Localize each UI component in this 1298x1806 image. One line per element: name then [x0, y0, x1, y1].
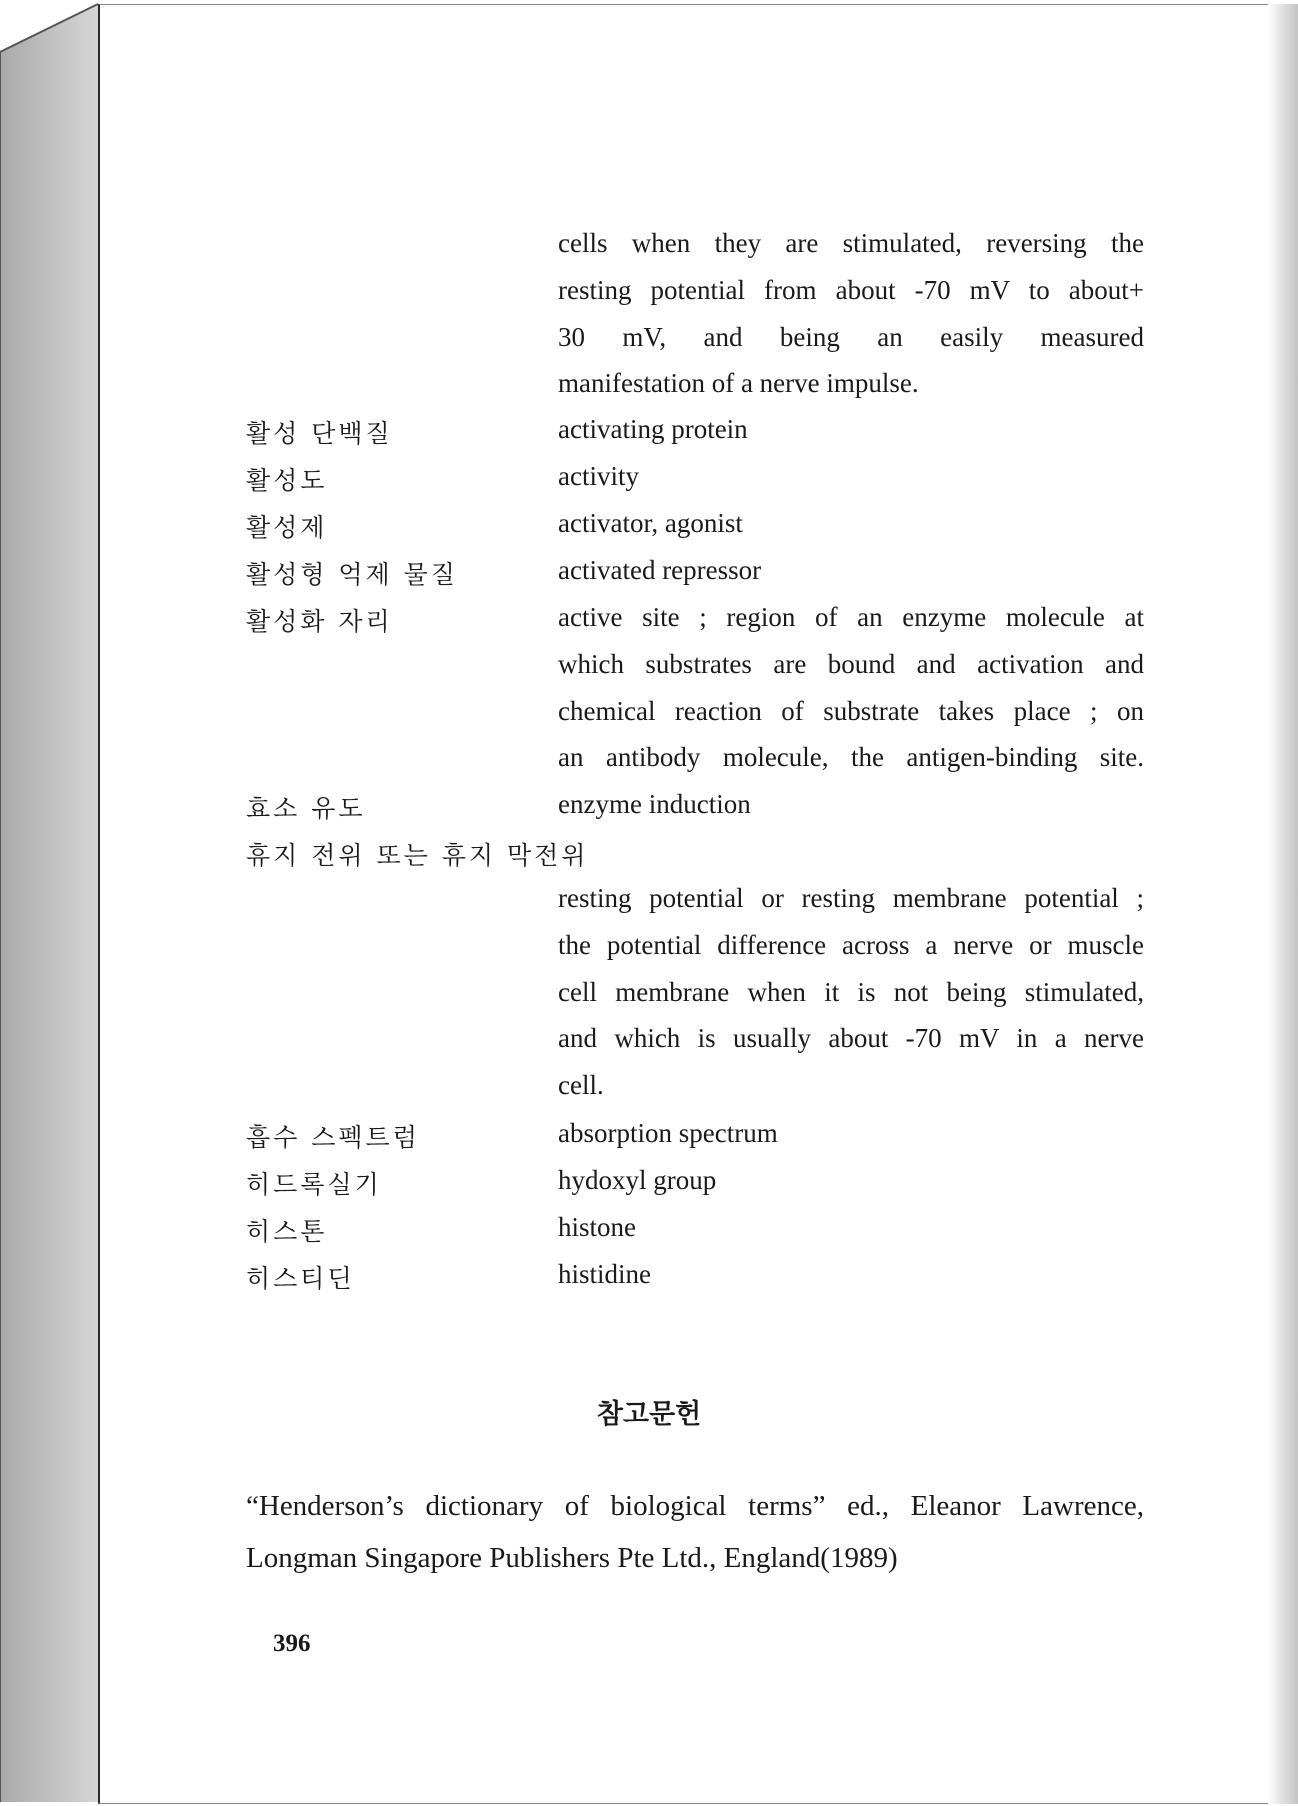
definition-line: active site ; region of an enzyme molecule at: [558, 602, 1144, 632]
definition-line: activator, agonist: [558, 508, 743, 538]
page-edge-shadow: [1268, 4, 1298, 1804]
english-term: [558, 500, 1144, 547]
definition-line: cell membrane when it is not being stimulated,: [558, 976, 1144, 1007]
definition-line: and which is usually about -70 mV in a nerve: [558, 1023, 1144, 1054]
korean-term: 히스톤: [246, 1217, 328, 1246]
definition-line: the potential difference across a nerve or muscle: [558, 929, 1144, 960]
continuation-definition: [558, 220, 1144, 407]
korean-term: 활성 단백질: [246, 419, 393, 448]
definition-line: histidine: [558, 1259, 651, 1289]
korean-term: 활성제: [246, 513, 328, 542]
citation-line: Longman Singapore Publishers Pte Ltd., England(1989): [246, 1542, 898, 1574]
english-term: [558, 781, 1144, 828]
korean-term: 휴지 전위 또는 휴지 막전위: [246, 841, 589, 870]
definition-line: absorption spectrum: [558, 1118, 778, 1148]
english-definition: [558, 594, 1144, 781]
definition-line: enzyme induction: [558, 789, 751, 819]
citation-line: “Henderson’s dictionary of biological terms” ed., Eleanor Lawrence,: [246, 1490, 1144, 1522]
definition-line: activated repressor: [558, 555, 762, 585]
english-definition: [558, 875, 1144, 1109]
definition-line: cell.: [558, 1070, 604, 1101]
references-heading: 참고문헌: [596, 1399, 702, 1430]
definition-line: which substrates are bound and activation and: [558, 648, 1144, 679]
page-number: 396: [273, 1630, 311, 1657]
definition-line: resting potential from about -70 mV to about+: [558, 274, 1144, 305]
english-term: [558, 1251, 1144, 1298]
korean-term: 히스티딘: [246, 1264, 355, 1293]
definition-line: manifestation of a nerve impulse.: [558, 368, 919, 399]
korean-term: 흡수 스펙트럼: [246, 1123, 420, 1152]
definition-line: activating protein: [558, 414, 748, 444]
definition-line: histone: [558, 1212, 636, 1242]
reference-citation: [246, 1480, 1144, 1584]
korean-term: 활성도: [246, 466, 328, 495]
english-term: [558, 1204, 1144, 1251]
english-term: [558, 453, 1144, 500]
english-term: [558, 406, 1144, 453]
english-term: [558, 1157, 1144, 1204]
definition-line: an antibody molecule, the antigen-binding site.: [558, 742, 1144, 773]
definition-line: hydoxyl group: [558, 1165, 717, 1195]
definition-line: resting potential or resting membrane potential ;: [558, 883, 1144, 913]
english-term: [558, 1110, 1144, 1157]
korean-term: 히드록실기: [246, 1170, 382, 1199]
definition-line: chemical reaction of substrate takes place ; on: [558, 695, 1144, 726]
korean-term: 활성형 억제 물질: [246, 560, 458, 589]
definition-line: activity: [558, 461, 639, 491]
english-term: [558, 547, 1144, 594]
definition-line: 30 mV, and being an easily measured: [558, 321, 1144, 352]
definition-line: cells when they are stimulated, reversing the: [558, 228, 1144, 258]
korean-term: 활성화 자리: [246, 607, 393, 636]
korean-term: 효소 유도: [246, 794, 366, 823]
